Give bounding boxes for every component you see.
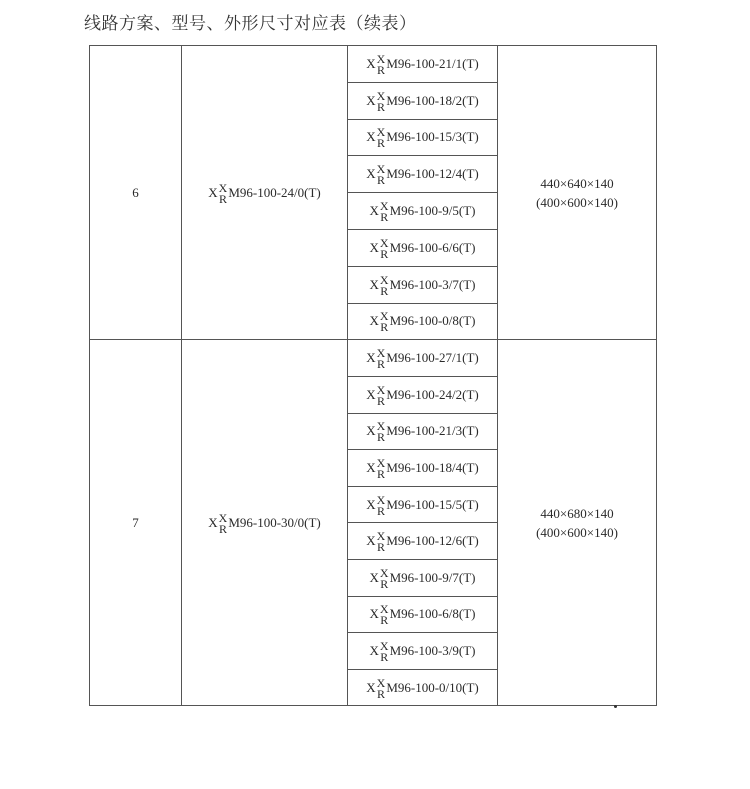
model-sub: R bbox=[376, 686, 385, 701]
model-prefix: X bbox=[366, 166, 376, 182]
model-suffix: M96-100-6/8(T) bbox=[389, 606, 476, 622]
model-suffix: M96-100-27/1(T) bbox=[386, 350, 479, 366]
sub-model-cell bbox=[348, 46, 498, 83]
model-code bbox=[366, 675, 479, 701]
model-sub: R bbox=[376, 173, 385, 188]
dimension-value: (400×600×140) bbox=[536, 524, 618, 540]
sub-model-cell bbox=[348, 266, 498, 303]
scheme-number: 6 bbox=[90, 46, 182, 340]
sub-model-cell bbox=[348, 523, 498, 560]
table-row bbox=[90, 46, 657, 83]
model-sup: X bbox=[379, 638, 389, 653]
dimension-value: 440×640×140 bbox=[540, 175, 614, 191]
model-suffix: M96-100-21/3(T) bbox=[386, 423, 479, 439]
model-prefix: X bbox=[369, 569, 379, 585]
model-code bbox=[369, 638, 476, 664]
model-code bbox=[366, 346, 479, 372]
model-prefix: X bbox=[366, 459, 376, 475]
sub-model-cell bbox=[348, 340, 498, 377]
model-prefix: X bbox=[366, 55, 376, 71]
model-sub: R bbox=[218, 521, 227, 536]
model-sup: X bbox=[376, 346, 386, 361]
model-prefix: X bbox=[369, 313, 379, 329]
model-code bbox=[369, 565, 476, 591]
model-sub: R bbox=[376, 136, 385, 151]
model-stack bbox=[379, 309, 389, 335]
model-code bbox=[366, 125, 479, 151]
model-code bbox=[366, 455, 479, 481]
model-code bbox=[366, 88, 479, 114]
model-sup: X bbox=[376, 88, 386, 103]
model-sup: X bbox=[379, 565, 389, 580]
model-prefix: X bbox=[366, 679, 376, 695]
model-stack bbox=[376, 382, 386, 408]
model-code bbox=[369, 272, 476, 298]
model-sup: X bbox=[376, 675, 386, 690]
model-sup: X bbox=[376, 529, 386, 544]
model-suffix: M96-100-12/4(T) bbox=[386, 166, 479, 182]
model-stack bbox=[376, 162, 386, 188]
model-suffix: M96-100-3/7(T) bbox=[389, 276, 476, 292]
model-code bbox=[208, 510, 321, 536]
model-sup: X bbox=[379, 272, 389, 287]
page-title: 线路方案、型号、外形尺寸对应表（续表） bbox=[84, 14, 417, 34]
model-sup: X bbox=[376, 382, 386, 397]
model-stack bbox=[218, 180, 228, 206]
model-sub: R bbox=[376, 540, 385, 555]
scheme-number: 7 bbox=[90, 340, 182, 706]
model-suffix: M96-100-9/5(T) bbox=[389, 203, 476, 219]
dimensions bbox=[498, 174, 656, 212]
sub-model-cell bbox=[348, 633, 498, 670]
scan-speck bbox=[614, 705, 617, 708]
model-sub: R bbox=[376, 357, 385, 372]
model-suffix: M96-100-6/6(T) bbox=[389, 239, 476, 255]
model-suffix: M96-100-9/7(T) bbox=[389, 569, 476, 585]
model-sup: X bbox=[376, 455, 386, 470]
model-sub: R bbox=[380, 210, 389, 225]
model-suffix: M96-100-18/2(T) bbox=[386, 92, 479, 108]
model-stack bbox=[376, 455, 386, 481]
model-code bbox=[366, 419, 479, 445]
model-sup: X bbox=[379, 199, 389, 214]
model-stack bbox=[376, 88, 386, 114]
model-code bbox=[369, 199, 476, 225]
model-stack bbox=[379, 602, 389, 628]
model-code bbox=[369, 602, 476, 628]
model-sub: R bbox=[376, 99, 385, 114]
sub-model-cell bbox=[348, 559, 498, 596]
model-suffix: M96-100-15/3(T) bbox=[386, 129, 479, 145]
sub-model-cell bbox=[348, 193, 498, 230]
model-prefix: X bbox=[208, 514, 218, 530]
model-code bbox=[369, 309, 476, 335]
model-suffix: M96-100-21/1(T) bbox=[386, 55, 479, 71]
model-prefix: X bbox=[369, 276, 379, 292]
model-stack bbox=[376, 125, 386, 151]
model-suffix: M96-100-24/0(T) bbox=[228, 184, 321, 200]
dimensions bbox=[498, 504, 656, 542]
model-suffix: M96-100-3/9(T) bbox=[389, 642, 476, 658]
model-sub: R bbox=[376, 393, 385, 408]
sub-model-cell bbox=[348, 303, 498, 340]
model-prefix: X bbox=[208, 184, 218, 200]
model-code bbox=[366, 51, 479, 77]
sub-model-cell bbox=[348, 669, 498, 706]
dimensions-cell bbox=[498, 340, 657, 706]
model-stack bbox=[379, 565, 389, 591]
model-stack bbox=[218, 510, 228, 536]
model-sup: X bbox=[379, 602, 389, 617]
model-sup: X bbox=[379, 309, 389, 324]
dimension-value: 440×680×140 bbox=[540, 505, 614, 521]
model-code bbox=[366, 162, 479, 188]
dimensions-cell bbox=[498, 46, 657, 340]
sub-model-cell bbox=[348, 156, 498, 193]
model-sup: X bbox=[376, 125, 386, 140]
model-prefix: X bbox=[366, 533, 376, 549]
model-code bbox=[208, 180, 321, 206]
model-sub: R bbox=[376, 466, 385, 481]
model-sup: X bbox=[376, 492, 386, 507]
model-prefix: X bbox=[366, 423, 376, 439]
model-prefix: X bbox=[366, 386, 376, 402]
model-code bbox=[369, 235, 476, 261]
model-suffix: M96-100-0/8(T) bbox=[389, 313, 476, 329]
model-sup: X bbox=[376, 162, 386, 177]
model-prefix: X bbox=[366, 129, 376, 145]
model-stack bbox=[376, 529, 386, 555]
model-stack bbox=[376, 51, 386, 77]
spec-table bbox=[89, 45, 657, 706]
main-model-cell bbox=[182, 340, 348, 706]
model-sub: R bbox=[218, 191, 227, 206]
model-prefix: X bbox=[369, 642, 379, 658]
model-prefix: X bbox=[369, 606, 379, 622]
model-sub: R bbox=[380, 246, 389, 261]
model-prefix: X bbox=[369, 203, 379, 219]
model-stack bbox=[376, 346, 386, 372]
model-sup: X bbox=[218, 510, 228, 525]
model-prefix: X bbox=[366, 92, 376, 108]
model-code bbox=[366, 382, 479, 408]
model-stack bbox=[379, 638, 389, 664]
model-sub: R bbox=[380, 613, 389, 628]
model-suffix: M96-100-12/6(T) bbox=[386, 533, 479, 549]
dimension-value: (400×600×140) bbox=[536, 194, 618, 210]
model-stack bbox=[379, 199, 389, 225]
model-stack bbox=[379, 235, 389, 261]
model-prefix: X bbox=[369, 239, 379, 255]
table-row bbox=[90, 340, 657, 377]
model-suffix: M96-100-24/2(T) bbox=[386, 386, 479, 402]
sub-model-cell bbox=[348, 486, 498, 523]
model-sub: R bbox=[380, 283, 389, 298]
model-code bbox=[366, 529, 479, 555]
model-sub: R bbox=[380, 320, 389, 335]
sub-model-cell bbox=[348, 82, 498, 119]
model-stack bbox=[376, 492, 386, 518]
sub-model-cell bbox=[348, 596, 498, 633]
model-sup: X bbox=[218, 180, 228, 195]
model-suffix: M96-100-18/4(T) bbox=[386, 459, 479, 475]
model-sub: R bbox=[376, 430, 385, 445]
model-sub: R bbox=[376, 62, 385, 77]
model-suffix: M96-100-0/10(T) bbox=[386, 679, 479, 695]
sub-model-cell bbox=[348, 229, 498, 266]
model-sub: R bbox=[380, 649, 389, 664]
model-stack bbox=[379, 272, 389, 298]
model-suffix: M96-100-30/0(T) bbox=[228, 514, 321, 530]
model-suffix: M96-100-15/5(T) bbox=[386, 496, 479, 512]
model-code bbox=[366, 492, 479, 518]
spec-table-body bbox=[90, 46, 657, 706]
model-sup: X bbox=[376, 419, 386, 434]
model-sup: X bbox=[376, 51, 386, 66]
model-prefix: X bbox=[366, 496, 376, 512]
model-sup: X bbox=[379, 235, 389, 250]
model-stack bbox=[376, 675, 386, 701]
sub-model-cell bbox=[348, 450, 498, 487]
sub-model-cell bbox=[348, 413, 498, 450]
model-stack bbox=[376, 419, 386, 445]
model-sub: R bbox=[376, 503, 385, 518]
sub-model-cell bbox=[348, 376, 498, 413]
model-sub: R bbox=[380, 576, 389, 591]
sub-model-cell bbox=[348, 119, 498, 156]
model-prefix: X bbox=[366, 350, 376, 366]
main-model-cell bbox=[182, 46, 348, 340]
